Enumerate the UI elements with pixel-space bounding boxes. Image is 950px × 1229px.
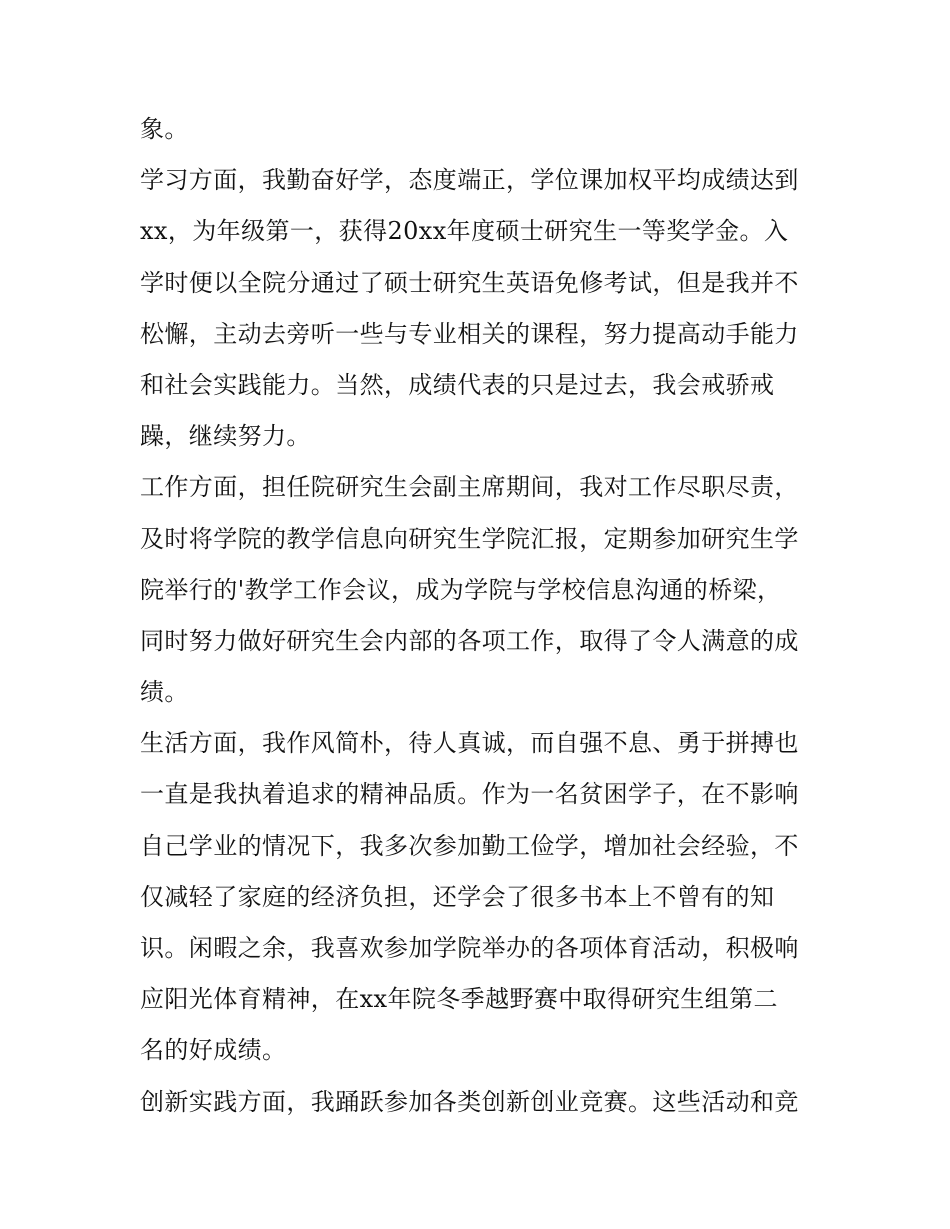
text-line: 仅减轻了家庭的经济负担，还学会了很多书本上不曾有的知 <box>140 882 775 911</box>
text-line: 躁，继续努力。 <box>140 422 311 451</box>
text-line: 及时将学院的教学信息向研究生学院汇报，定期参加研究生学 <box>140 524 799 553</box>
text-line: 象。 <box>140 115 189 143</box>
document-body <box>140 104 820 1128</box>
text-line: 同时努力做好研究生会内部的各项工作，取得了令人满意的成 <box>140 626 799 655</box>
text-line: 创新实践方面，我踊跃参加各类创新创业竞赛。这些活动和竞 <box>140 1087 799 1116</box>
text-line: 学时便以全院分通过了硕士研究生英语免修考试，但是我并不 <box>140 268 799 297</box>
text-line: 工作方面，担任院研究生会副主席期间，我对工作尽职尽责， <box>140 473 799 502</box>
text-line: 松懈，主动去旁听一些与专业相关的课程，努力提高动手能力 <box>140 319 799 348</box>
text-line: 名的好成绩。 <box>140 1036 287 1065</box>
text-line: 绩。 <box>140 678 189 707</box>
text-line: 自己学业的情况下，我多次参加勤工俭学，增加社会经验，不 <box>140 831 799 860</box>
text-line: 识。闲暇之余，我喜欢参加学院举办的各项体育活动，积极响 <box>140 934 799 962</box>
text-line: 一直是我执着追求的精神品质。作为一名贫困学子，在不影响 <box>140 780 799 809</box>
text-line: 和社会实践能力。当然，成绩代表的只是过去，我会戒骄戒 <box>140 370 775 399</box>
text-line: 学习方面，我勤奋好学，态度端正，学位课加权平均成绩达到 <box>140 166 799 195</box>
text-line: xx，为年级第一，获得20xx年度硕士研究生一等奖学金。入 <box>140 217 789 246</box>
text-line: 生活方面，我作风简朴，待人真诚，而自强不息、勇于拼搏也 <box>140 729 799 758</box>
text-line: 院举行的'教学工作会议，成为学院与学校信息沟通的桥梁， <box>140 575 782 604</box>
text-line: 应阳光体育精神，在xx年院冬季越野赛中取得研究生组第二 <box>140 985 778 1014</box>
